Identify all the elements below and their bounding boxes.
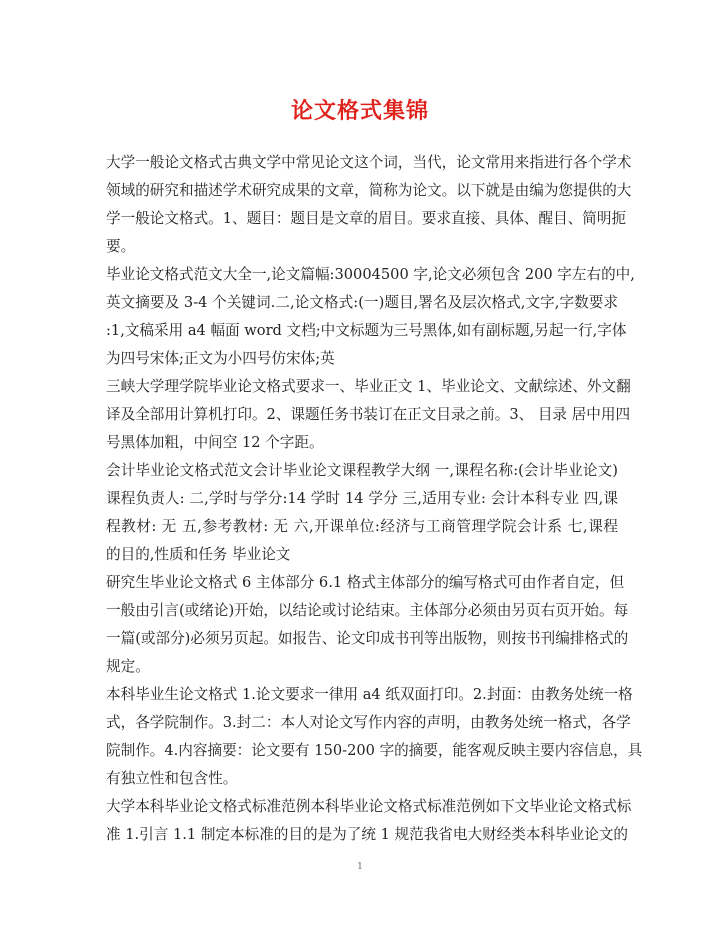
text-line: 号黑体加粗，中间空 12 个字距。 [106, 434, 324, 451]
text-line: 一般由引言(或绪论)开始，以结论或讨论结束。主体部分必须由另页右页开始。每 [106, 602, 629, 619]
text-line: 一篇(或部分)必须另页起。如报告、论文印成书刊等出版物，则按书刊编排格式的 [106, 630, 629, 647]
text-line: 课程负责人: 二,学时与学分:14 学时 14 学分 三,适用专业: 会计本科专业 四,课 [106, 490, 618, 507]
text-line: 学一般论文格式。1、题目：题目是文章的眉目。要求直接、具体、醒目、简明扼 [106, 210, 627, 227]
text-line: 院制作。4.内容摘要：论文要有 150-200 字的摘要，能客观反映主要内容信息，具 [106, 742, 643, 759]
text-line: 英文摘要及 3-4 个关键词.二,论文格式:(一)题目,署名及层次格式,文字,字数要求 [106, 294, 618, 311]
text-line: 要。 [106, 238, 136, 255]
paragraph [106, 793, 632, 849]
page-number: 1 [357, 862, 363, 872]
text-line: 式，各学院制作。3.封二：本人对论文写作内容的声明，由教务处统一格式，各学 [106, 714, 631, 731]
text-line: 准 1.引言 1.1 制定本标准的目的是为了统 1 规范我省电大财经类本科毕业论文的 [106, 826, 629, 843]
paragraph [106, 373, 631, 457]
document-body [106, 149, 643, 849]
paragraph [106, 149, 632, 261]
text-line: 大学一般论文格式古典文学中常见论文这个词，当代，论文常用来指进行各个学术 [106, 154, 632, 171]
paragraph [106, 261, 635, 373]
document-title: 论文格式集锦 [290, 98, 429, 124]
text-line: :1,文稿采用 a4 幅面 word 文档;中文标题为三号黑体,如有副标题,另起一行,字体 [106, 322, 627, 339]
text-line: 大学本科毕业论文格式标准范例本科毕业论文格式标准范例如下文毕业论文格式标 [106, 798, 632, 815]
text-line: 为四号宋体;正文为小四号仿宋体;英 [106, 350, 335, 367]
text-line: 毕业论文格式范文大全一,论文篇幅:30004500 字,论文必须包含 200 字左右的中, [106, 266, 635, 283]
text-line: 有独立性和包含性。 [106, 770, 238, 787]
text-line: 会计毕业论文格式范文会计毕业论文课程教学大纲 一,课程名称:(会计毕业论文) [106, 462, 618, 479]
text-line: 领域的研究和描述学术研究成果的文章，简称为论文。以下就是由编为您提供的大 [106, 182, 632, 199]
text-line: 程教材: 无 五,参考教材: 无 六,开课单位:经济与工商管理学院会计系 七,课程 [106, 518, 618, 535]
paragraph [106, 681, 643, 793]
text-line: 研究生毕业论文格式 6 主体部分 6.1 格式主体部分的编写格式可由作者自定，但 [106, 574, 625, 591]
text-line: 规定。 [106, 658, 150, 675]
text-line: 三峡大学理学院毕业论文格式要求一、毕业正文 1、毕业论文、文献综述、外文翻 [106, 378, 631, 395]
text-line: 的目的,性质和任务 毕业论文 [106, 546, 291, 563]
paragraph [106, 569, 629, 681]
paragraph [106, 457, 618, 569]
text-line: 本科毕业生论文格式 1.论文要求一律用 a4 纸双面打印。2.封面：由教务处统一格 [106, 686, 633, 703]
text-line: 译及全部用计算机打印。2、课题任务书装订在正文目录之前。3、 目录 居中用四 [106, 406, 631, 423]
